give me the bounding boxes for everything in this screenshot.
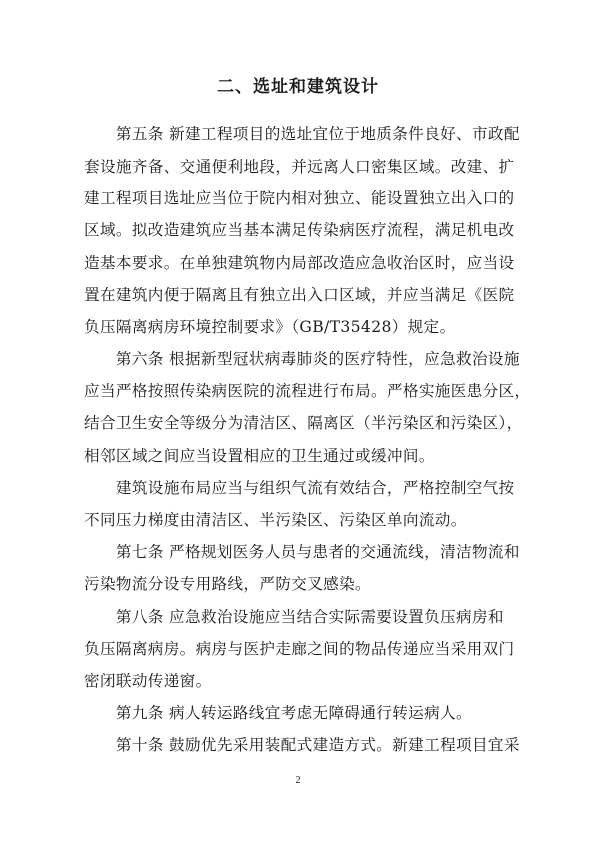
text-line: 相邻区域之间应当设置相应的卫生通过或缓冲间。 <box>84 447 435 465</box>
text-line: 不同压力梯度由清洁区、半污染区、污染区单向流动。 <box>84 511 467 529</box>
text-line: 第八条 应急救治设施应当结合实际需要设置负压病房和 <box>84 608 504 626</box>
section-title: 二、选址和建筑设计 <box>217 77 379 97</box>
page-number: 2 <box>295 775 301 786</box>
text-line: 密闭联动传递窗。 <box>84 672 212 690</box>
text-line: 造基本要求。在单独建筑物内局部改造应急收治区时，应当设 <box>84 254 515 272</box>
text-line: 建筑设施布局应当与组织气流有效结合，严格控制空气按 <box>84 479 515 497</box>
text-line: 套设施齐备、交通便利地段，并远离人口密集区域。改建、扩 <box>84 158 515 176</box>
text-line: 第十条 鼓励优先采用装配式建造方式。新建工程项目宜采 <box>84 736 520 754</box>
text-line: 应当严格按照传染病医院的流程进行布局。严格实施医患分区， <box>84 382 531 400</box>
text-line: 第七条 严格规划医务人员与患者的交通流线，清洁物流和 <box>84 543 520 561</box>
text-line: 负压隔离病房。病房与医护走廊之间的物品传递应当采用双门 <box>84 640 515 658</box>
text-line: 第九条 病人转运路线宜考虑无障碍通行转运病人。 <box>84 704 472 722</box>
text-line: 置在建筑内便于隔离且有独立出入口区域，并应当满足《医院 <box>84 286 515 304</box>
text-line: 第六条 根据新型冠状病毒肺炎的医疗特性，应急救治设施 <box>84 350 520 368</box>
text-line: 负压隔离病房环境控制要求》（GB/T35428）规定。 <box>84 318 456 336</box>
text-line: 污染物流分设专用路线，严防交叉感染。 <box>84 575 371 593</box>
text-line: 建工程项目选址应当位于院内相对独立、能设置独立出入口的 <box>84 189 515 207</box>
text-line: 区域。拟改造建筑应当基本满足传染病医疗流程，满足机电改 <box>84 221 515 239</box>
text-line: 第五条 新建工程项目的选址宜位于地质条件良好、市政配 <box>84 125 520 143</box>
text-line: 结合卫生安全等级分为清洁区、隔离区（半污染区和污染区）， <box>84 414 523 432</box>
